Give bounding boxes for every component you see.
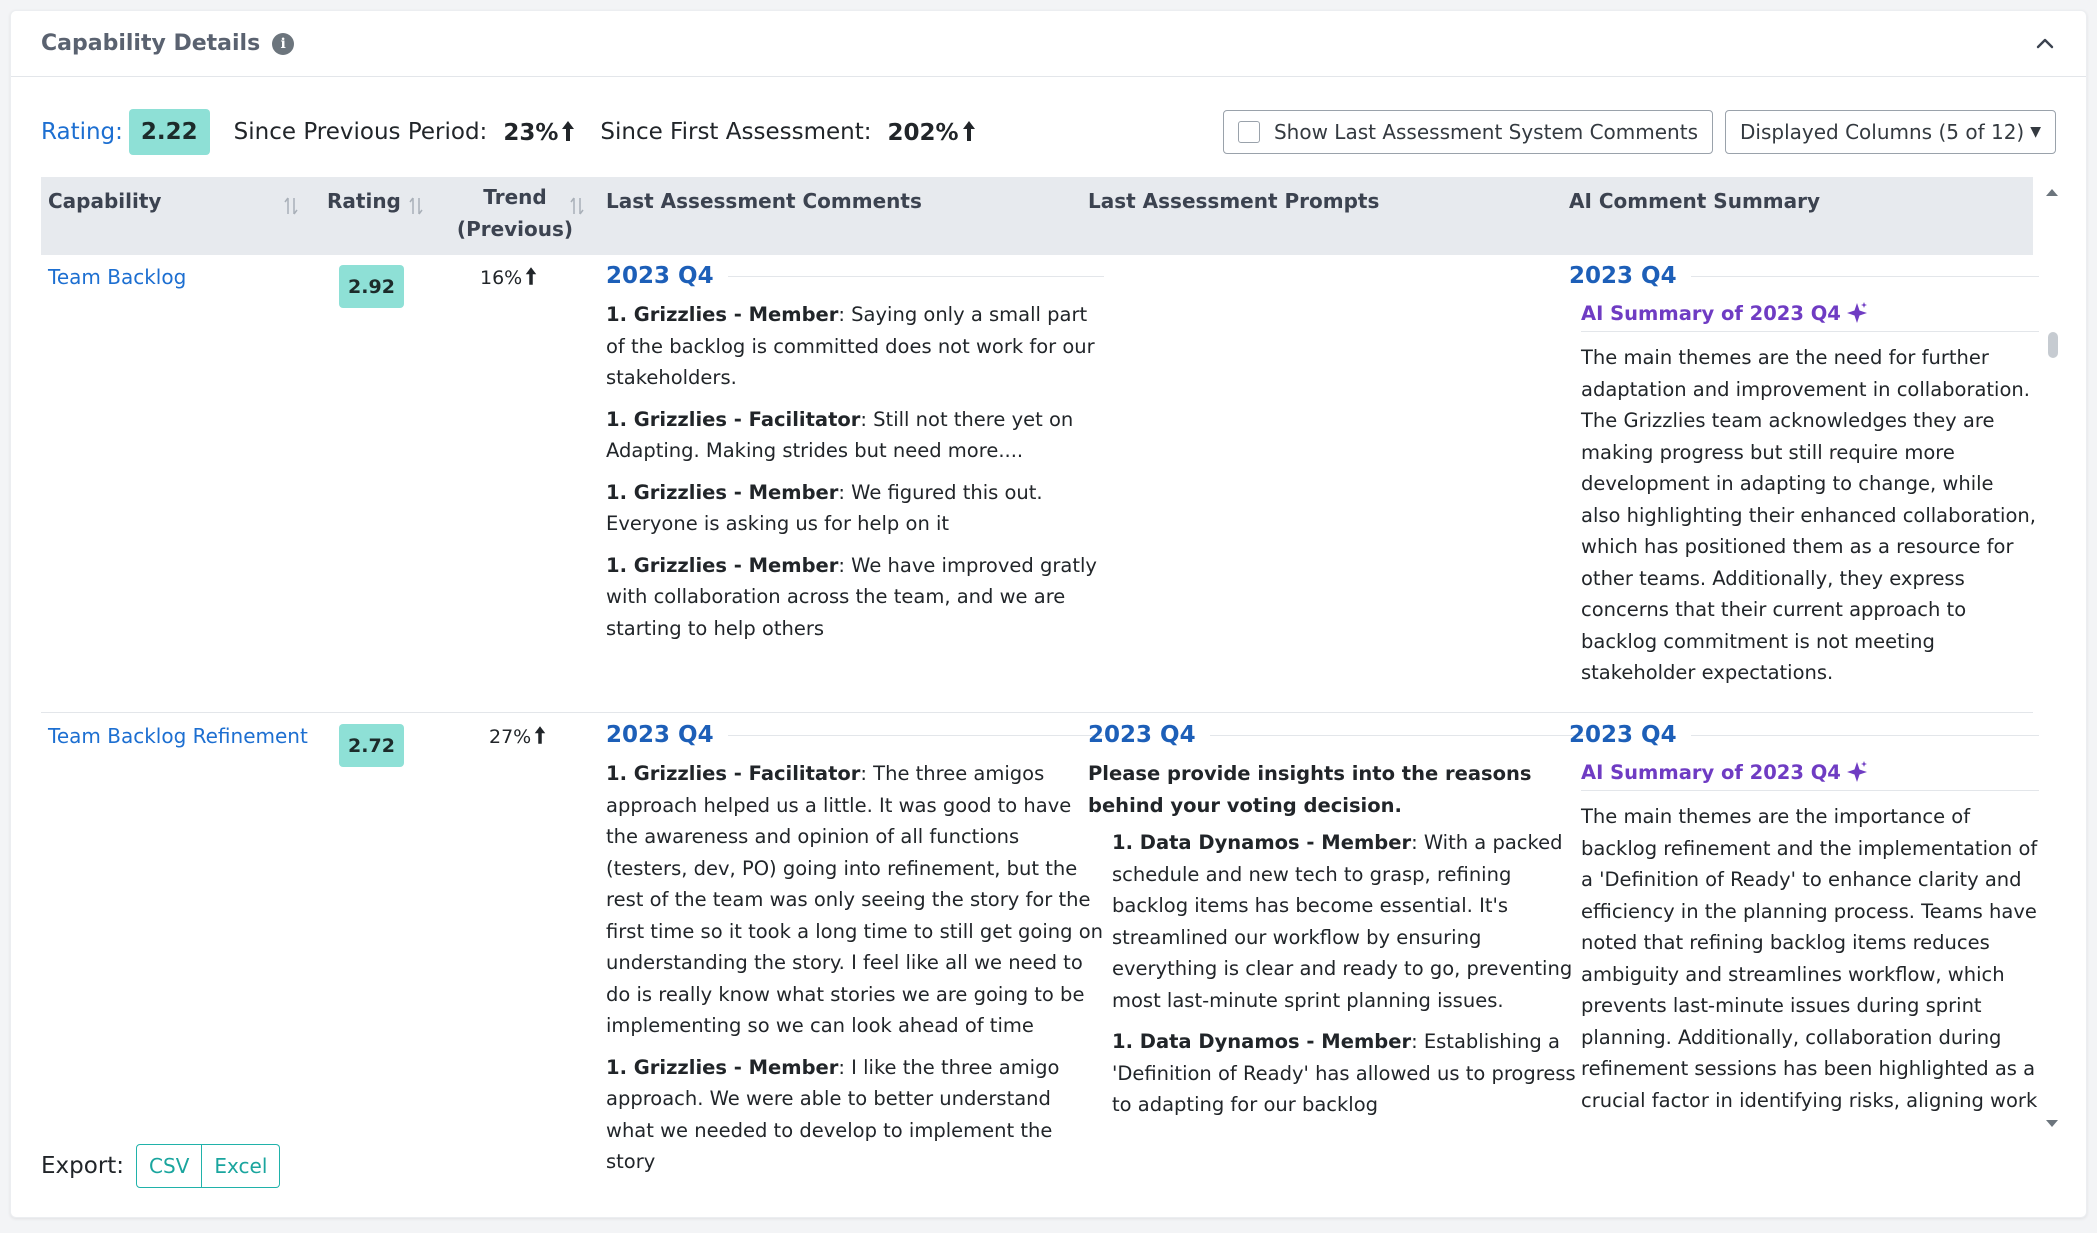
- displayed-columns-label: Displayed Columns (5 of 12): [1740, 120, 2025, 144]
- scroll-up-icon[interactable]: [2045, 187, 2059, 197]
- trend-percent: 16%: [480, 267, 523, 289]
- column-header-ai-summary: [1569, 177, 2029, 255]
- card-header[interactable]: [11, 11, 2086, 77]
- vertical-scrollbar[interactable]: [2041, 177, 2063, 1129]
- card-title: Capability Details: [41, 31, 261, 56]
- prompt-answer: [1112, 827, 1586, 1016]
- scroll-down-icon[interactable]: [2045, 1119, 2059, 1129]
- info-icon[interactable]: i: [272, 33, 294, 55]
- column-header-capability[interactable]: [48, 177, 278, 255]
- trend-percent: 27%: [489, 726, 532, 748]
- comment-author: 1. Grizzlies - Member: [606, 303, 839, 326]
- prompt-answers: [1088, 827, 1586, 1121]
- export-csv-button[interactable]: CSV: [136, 1144, 202, 1188]
- column-header-trend[interactable]: [455, 177, 575, 255]
- caret-down-icon: ▼: [2030, 124, 2041, 140]
- prompts-cell: [1088, 722, 1586, 1121]
- displayed-columns-dropdown[interactable]: [1725, 110, 2056, 154]
- ai-summary-title: [1581, 760, 2039, 791]
- answer-text: : Establishing a 'Definition of Ready' has allowed us to progress to adapting for our backlog: [1112, 1030, 1576, 1116]
- comment-item: [606, 758, 1104, 1042]
- since-first-value: [887, 119, 976, 146]
- show-system-comments-toggle[interactable]: [1223, 110, 1713, 154]
- period-heading: 2023 Q4: [1088, 722, 1586, 748]
- rating-label: Rating:: [41, 119, 123, 145]
- trend-value: [480, 265, 538, 289]
- toolbar-actions: [1223, 110, 2056, 154]
- show-comments-label: Show Last Assessment System Comments: [1273, 120, 1698, 144]
- column-label: Rating: [327, 189, 401, 213]
- answer-author: 1. Data Dynamos - Member: [1112, 1030, 1412, 1053]
- ai-summary-title-text: AI Summary of 2023 Q4: [1581, 301, 1841, 325]
- comment-author: 1. Grizzlies - Facilitator: [606, 407, 861, 431]
- arrow-up-icon: [524, 265, 538, 287]
- chevron-up-icon[interactable]: [2034, 33, 2056, 55]
- comment-item: [606, 1052, 1104, 1178]
- rating-badge: 2.72: [339, 724, 404, 767]
- scroll-thumb[interactable]: [2048, 332, 2058, 358]
- comment-text: : Saying only a small part of the backlog is committed does not work for our stakeholders.: [606, 303, 1095, 389]
- comment-item: [606, 404, 1104, 467]
- capability-link[interactable]: Team Backlog Refinement: [48, 724, 308, 748]
- column-label: Capability: [48, 189, 162, 213]
- ai-summary-cell: [1569, 722, 2039, 1116]
- answer-text: : With a packed schedule and new tech to grasp, refining backlog items has become essential. It's streamlined our workflow by ensuring everything is clear and ready to go, preventing most last-minute sprint planning issues.: [1112, 831, 1573, 1012]
- show-comments-checkbox[interactable]: [1238, 121, 1260, 143]
- sparkle-icon: [1845, 760, 1869, 784]
- ai-summary-text: The main themes are the need for further adaptation and improvement in collaboration. The Grizzlies team acknowledges they are making progress but still require more development in adapting to change, while also highlighting their enhanced collaboration, which has positioned them as a resource for other teams. Additionally, they express concerns that their current approach to backlog commitment is not meeting stakeholder expectations.: [1581, 346, 2036, 684]
- ai-summary-cell: [1569, 263, 2039, 689]
- column-label: AI Comment Summary: [1569, 189, 1821, 213]
- export-label: Export:: [41, 1153, 125, 1179]
- capability-details-card: [10, 10, 2087, 1218]
- trend-value: [489, 724, 547, 748]
- ai-summary-text: The main themes are the importance of backlog refinement and the implementation of a 'Definition of Ready' to enhance clarity and efficiency in the planning process. Teams have noted that refining backlog items reduces ambiguity and streamlines workflow, which prevents last-minute issues during sprint planning. Additionally, collaboration during refinement sessions has been highlighted as a crucial factor in identifying risks, aligning work: [1581, 805, 2038, 1112]
- answer-author: 1. Data Dynamos - Member: [1112, 831, 1412, 854]
- comment-author: 1. Grizzlies - Member: [606, 553, 839, 577]
- summary-toolbar: [41, 107, 2056, 157]
- table-row: [41, 255, 2036, 713]
- prompt-question: Please provide insights into the reasons behind your voting decision.: [1088, 762, 1532, 817]
- comment-author: 1. Grizzlies - Member: [606, 480, 839, 504]
- arrow-up-icon: [533, 724, 547, 746]
- column-sublabel: (Previous): [456, 217, 574, 241]
- period-heading: 2023 Q4: [606, 263, 1104, 289]
- comment-text: : The three amigos approach helped us a little. It was good to have the awareness and opinion of all functions (testers, dev, PO) going into refinement, but the rest of the team was only seeing the story for the first time so it took a long time to still get going on understanding the story. I feel like all we need to do is really know what stories we are going to be implementing so we can look ahead of time: [606, 762, 1103, 1037]
- period-heading: 2023 Q4: [1569, 263, 2039, 289]
- rating-badge: 2.92: [339, 265, 404, 308]
- since-previous-label: Since Previous Period:: [233, 119, 488, 145]
- table-header: [41, 177, 2033, 255]
- comment-author: 1. Grizzlies - Member: [606, 1055, 839, 1079]
- comments-cell: [606, 722, 1104, 1178]
- export-excel-button[interactable]: Excel: [202, 1144, 280, 1188]
- comment-text: : Still not there yet on Adapting. Making strides but need more....: [606, 407, 1074, 462]
- column-label: Last Assessment Comments: [606, 189, 922, 213]
- column-label: Trend: [483, 185, 547, 209]
- sparkle-icon: [1845, 301, 1869, 325]
- capability-link[interactable]: Team Backlog: [48, 265, 187, 289]
- rating-badge: 2.22: [129, 109, 210, 155]
- comment-item: [606, 477, 1104, 540]
- since-previous-percent: 23%: [503, 119, 559, 146]
- comment-item: [606, 299, 1104, 394]
- comment-item: [606, 550, 1104, 645]
- ai-summary-title: [1581, 301, 2039, 332]
- sort-icon[interactable]: [408, 195, 424, 217]
- ai-summary-title-text: AI Summary of 2023 Q4: [1581, 760, 1841, 784]
- export-button-group: [136, 1144, 280, 1188]
- comments-cell: [606, 263, 1104, 644]
- column-label: Last Assessment Prompts: [1088, 189, 1380, 213]
- arrow-up-icon: [560, 119, 576, 143]
- sort-icon[interactable]: [283, 195, 299, 217]
- comment-text: : I like the three amigo approach. We were able to better understand what we needed to develop to implement the story: [606, 1055, 1060, 1173]
- period-heading: 2023 Q4: [1569, 722, 2039, 748]
- since-first-label: Since First Assessment:: [600, 119, 872, 145]
- column-header-prompts: [1088, 177, 1548, 255]
- since-first-percent: 202%: [887, 119, 959, 146]
- comment-author: 1. Grizzlies - Facilitator: [606, 762, 861, 785]
- comment-text: : We figured this out. Everyone is asking us for help on it: [606, 480, 1043, 535]
- export-bar: [41, 1144, 280, 1188]
- arrow-up-icon: [961, 119, 977, 143]
- period-heading: 2023 Q4: [606, 722, 1104, 748]
- prompt-answer: [1112, 1026, 1586, 1121]
- sort-icon[interactable]: [569, 195, 585, 217]
- since-previous-value: [503, 119, 576, 146]
- comment-text: : We have improved gratly with collaboration across the team, and we are starting to help others: [606, 553, 1097, 640]
- column-header-comments: [606, 177, 1066, 255]
